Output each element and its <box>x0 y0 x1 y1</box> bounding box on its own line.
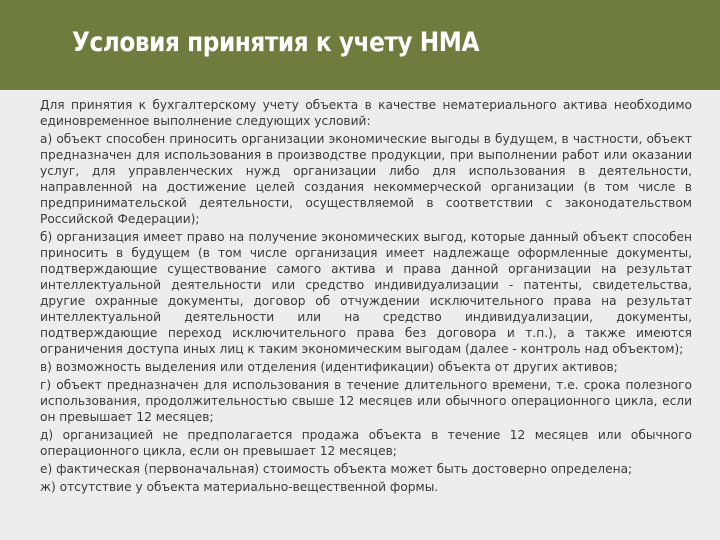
condition-b: б) организация имеет право на получение экономических выгод, которые данный объект способен приносить в будущем (в том числе организация имеет надлежаще оформленные документы, подтверждающие существование самого актива и права данной организации на результат интеллектуальной деятельности или средство индивидуализации - патенты, свидетельства, другие охранные документы, договор об отчуждении исключительного права на результат интеллектуальной деятельности или на средство индивидуализации, документы, подтверждающие переход исключительного права без договора и т.п.), а также имеются ограничения доступа иных лиц к таким экономическим выгодам (далее - контроль над объектом); <box>40 230 692 356</box>
condition-v: в) возможность выделения или отделения (идентификации) объекта от других активов; <box>40 360 618 374</box>
condition-zh: ж) отсутствие у объекта материально-вещественной формы. <box>40 480 439 494</box>
slide-title: Условия принятия к учету НМА <box>72 27 480 58</box>
condition-a: а) объект способен приносить организации экономические выгоды в будущем, в частности, объект предназначен для использования в производстве продукции, при выполнении работ или оказании услуг, для управленческих нужд организации либо для использования в деятельности, направленной на достижение целей создания некоммерческой организации (в том числе в предпринимательской деятельности, осуществляемой в соответствии с законодательством Российской Федерации); <box>40 132 692 226</box>
condition-d: д) организацией не предполагается продажа объекта в течение 12 месяцев или обычного операционного цикла, если он превышает 12 месяцев; <box>40 428 692 458</box>
title-bar <box>0 0 720 90</box>
slide-body <box>40 97 692 497</box>
condition-e: е) фактическая (первоначальная) стоимость объекта может быть достоверно определена; <box>40 462 633 476</box>
intro-paragraph: Для принятия к бухгалтерскому учету объекта в качестве нематериального актива необходимо единовременное выполнение следующих условий: <box>40 98 692 128</box>
condition-g: г) объект предназначен для использования в течение длительного времени, т.е. срока полезного использования, продолжительностью свыше 12 месяцев или обычного операционного цикла, если он превышает 12 месяцев; <box>40 378 692 424</box>
